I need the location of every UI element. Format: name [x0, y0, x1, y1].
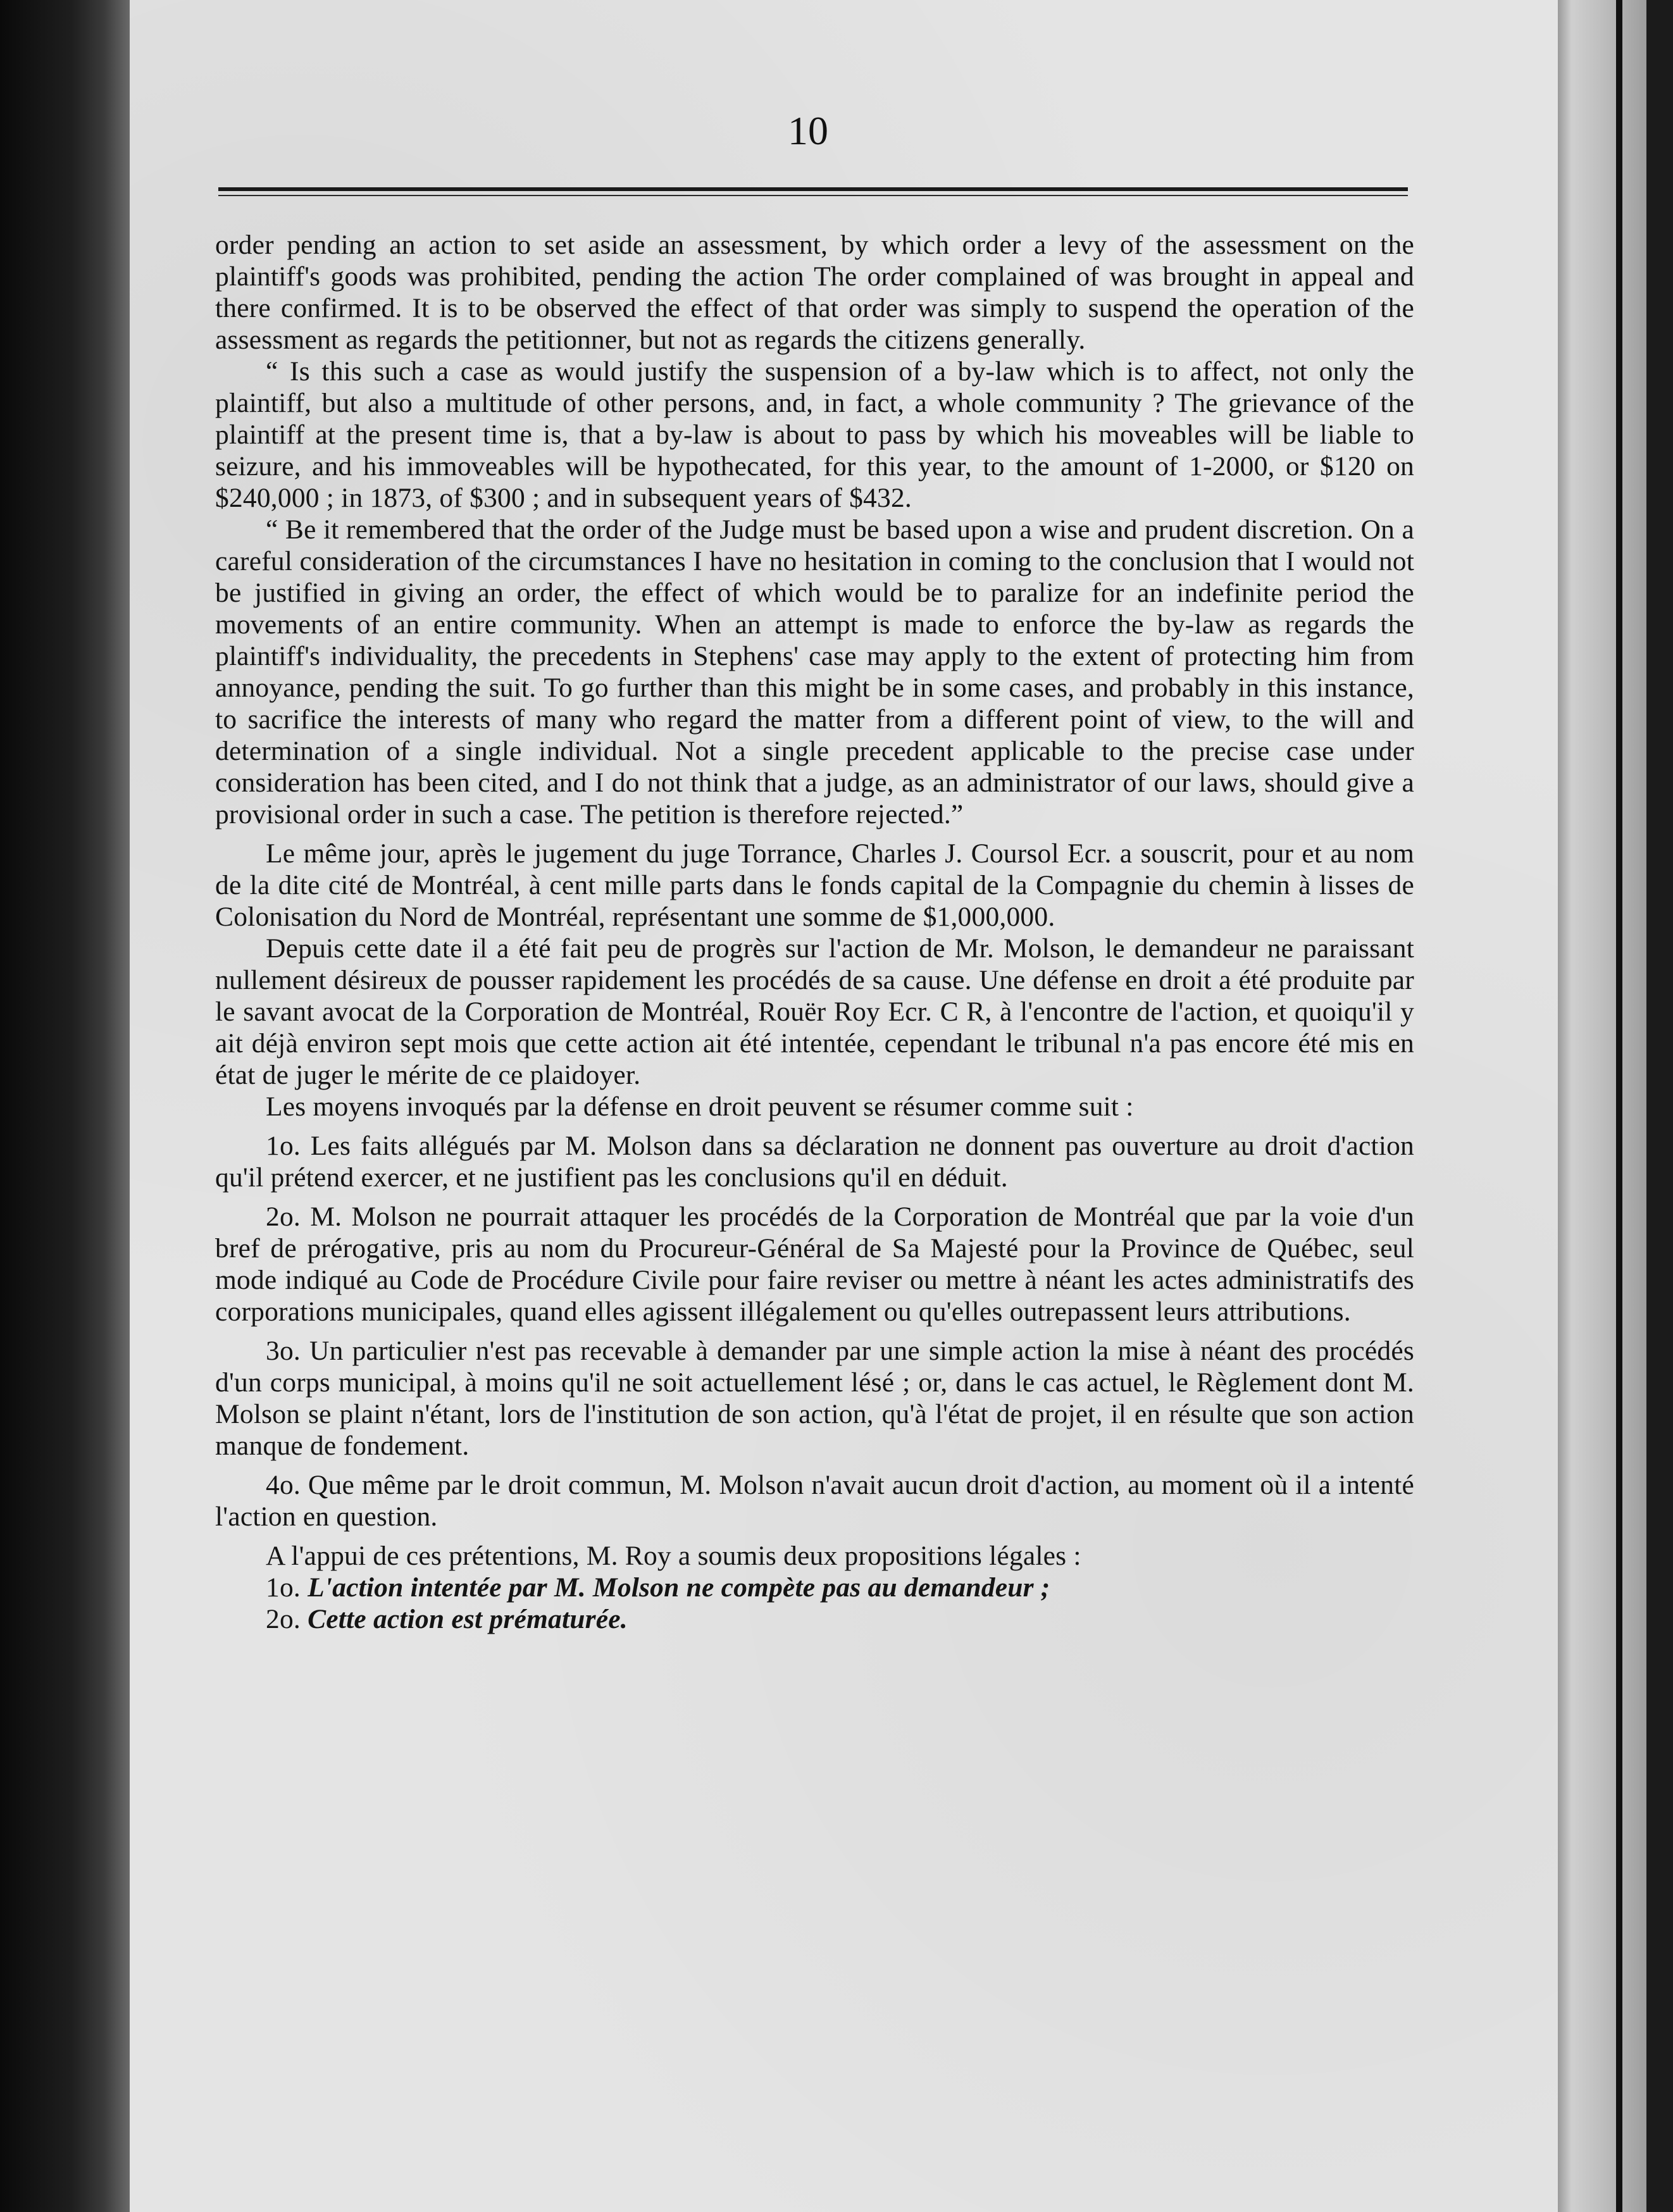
proposition-item	[215, 1572, 1414, 1603]
paragraph: order pending an action to set aside an assessment, by which order a levy of the assessment on the plaintiff's goods was prohibited, pending the action The order complained of was brought in appeal and there confirmed. It is to be observed the effect of that order was simply to suspend the operation of the assessment as regards the petitionner, but not as regards the citizens generally.	[215, 230, 1414, 355]
paragraph: “ Be it remembered that the order of the Judge must be based upon a wise and prudent discretion. On a careful consideration of the circumstances I have no hesitation in coming to the conclusion that I would not be justified in giving an order, the effect of which would be to paralize for an indefinite period the movements of an entire community. When an attempt is made to enforce the by-law as regards the plaintiff's individuality, the precedents in Stephens' case may apply to the extent of protecting him from annoyance, pending the suit. To go further than this might be in some cases, and probably in this instance, to sacrifice the interests of many who regard the matter from a different point of view, to the will and determination of a single individual. Not a single precedent applicable to the precise case under consideration has been cited, and I do not think that a judge, as an administrator of our laws, should give a provisional order in such a case. The petition is therefore rejected.”	[215, 514, 1414, 830]
page-number: 10	[788, 108, 828, 153]
paragraph: 3o. Un particulier n'est pas recevable à demander par une simple action la mise à néant des procédés d'un corps municipal, à moins qu'il ne soit actuellement lésé ; or, dans le cas actuel, le Règlement dont M. Molson se plaint n'étant, lors de l'institution de son action, qu'à l'état de projet, il en résulte que son action manque de fondement.	[215, 1336, 1414, 1461]
paragraph: Depuis cette date il a été fait peu de progrès sur l'action de Mr. Molson, le demandeur ne paraissant nullement désireux de pousser rapidement les procédés de sa cause. Une défense en droit a été produite par le savant avocat de la Corporation de Montréal, Rouër Roy Ecr. C R, à l'encontre de l'action, et quoiqu'il y ait déjà environ sept mois que cette action ait été intentée, cependant le tribunal n'a pas encore été mis en état de juger le mérite de ce plaidoyer.	[215, 933, 1414, 1090]
document-page	[130, 0, 1558, 2212]
scan-border	[1646, 0, 1673, 2212]
scan-left-margin	[0, 0, 130, 2212]
scan-right-margin	[1558, 0, 1673, 2212]
proposition-number: 1o.	[266, 1572, 301, 1603]
header-rule	[218, 187, 1408, 191]
paragraph: Les moyens invoqués par la défense en droit peuvent se résumer comme suit :	[266, 1091, 1134, 1122]
proposition-number: 2o.	[266, 1604, 301, 1634]
header-rule-thin	[218, 195, 1408, 196]
proposition-item	[215, 1603, 1414, 1635]
paragraph: 1o. Les faits allégués par M. Molson dans sa déclaration ne donnent pas ouverture au droit d'action qu'il prétend exercer, et ne justifient pas les conclusions qu'il en déduit.	[215, 1131, 1414, 1193]
paragraph: A l'appui de ces prétentions, M. Roy a soumis deux propositions légales :	[266, 1541, 1081, 1571]
proposition-text: L'action intentée par M. Molson ne compète pas au demandeur ;	[308, 1572, 1050, 1603]
paragraph: Le même jour, après le jugement du juge Torrance, Charles J. Coursol Ecr. a souscrit, pour et au nom de la dite cité de Montréal, à cent mille parts dans le fonds capital de la Compagnie du chemin à lisses de Colonisation du Nord de Montréal, représentant une somme de $1,000,000.	[215, 838, 1414, 932]
next-page-edge	[1616, 0, 1622, 2212]
paragraph: “ Is this such a case as would justify the suspension of a by-law which is to affect, not only the plaintiff, but also a multitude of other persons, and, in fact, a whole community ? The grievance of the plaintiff at the present time is, that a by-law is about to pass by which his moveables will be liable to seizure, and his immoveables will be hypothecated, for this year, to the amount of 1-2000, or $120 on $240,000 ; in 1873, of $300 ; and in subsequent years of $432.	[215, 356, 1414, 513]
paragraph: 4o. Que même par le droit commun, M. Molson n'avait aucun droit d'action, au moment où il a intenté l'action en question.	[215, 1470, 1414, 1532]
body-text	[215, 229, 1414, 1635]
proposition-text: Cette action est prématurée.	[308, 1604, 628, 1634]
paragraph: 2o. M. Molson ne pourrait attaquer les procédés de la Corporation de Montréal que par la voie d'un bref de prérogative, pris au nom du Procureur-Général de Sa Majesté pour la Province de Québec, seul mode indiqué au Code de Procédure Civile pour faire reviser ou mettre à néant les actes administratifs des corporations municipales, quand elles agissent illégalement ou qu'elles outrepassent leurs attributions.	[215, 1202, 1414, 1327]
